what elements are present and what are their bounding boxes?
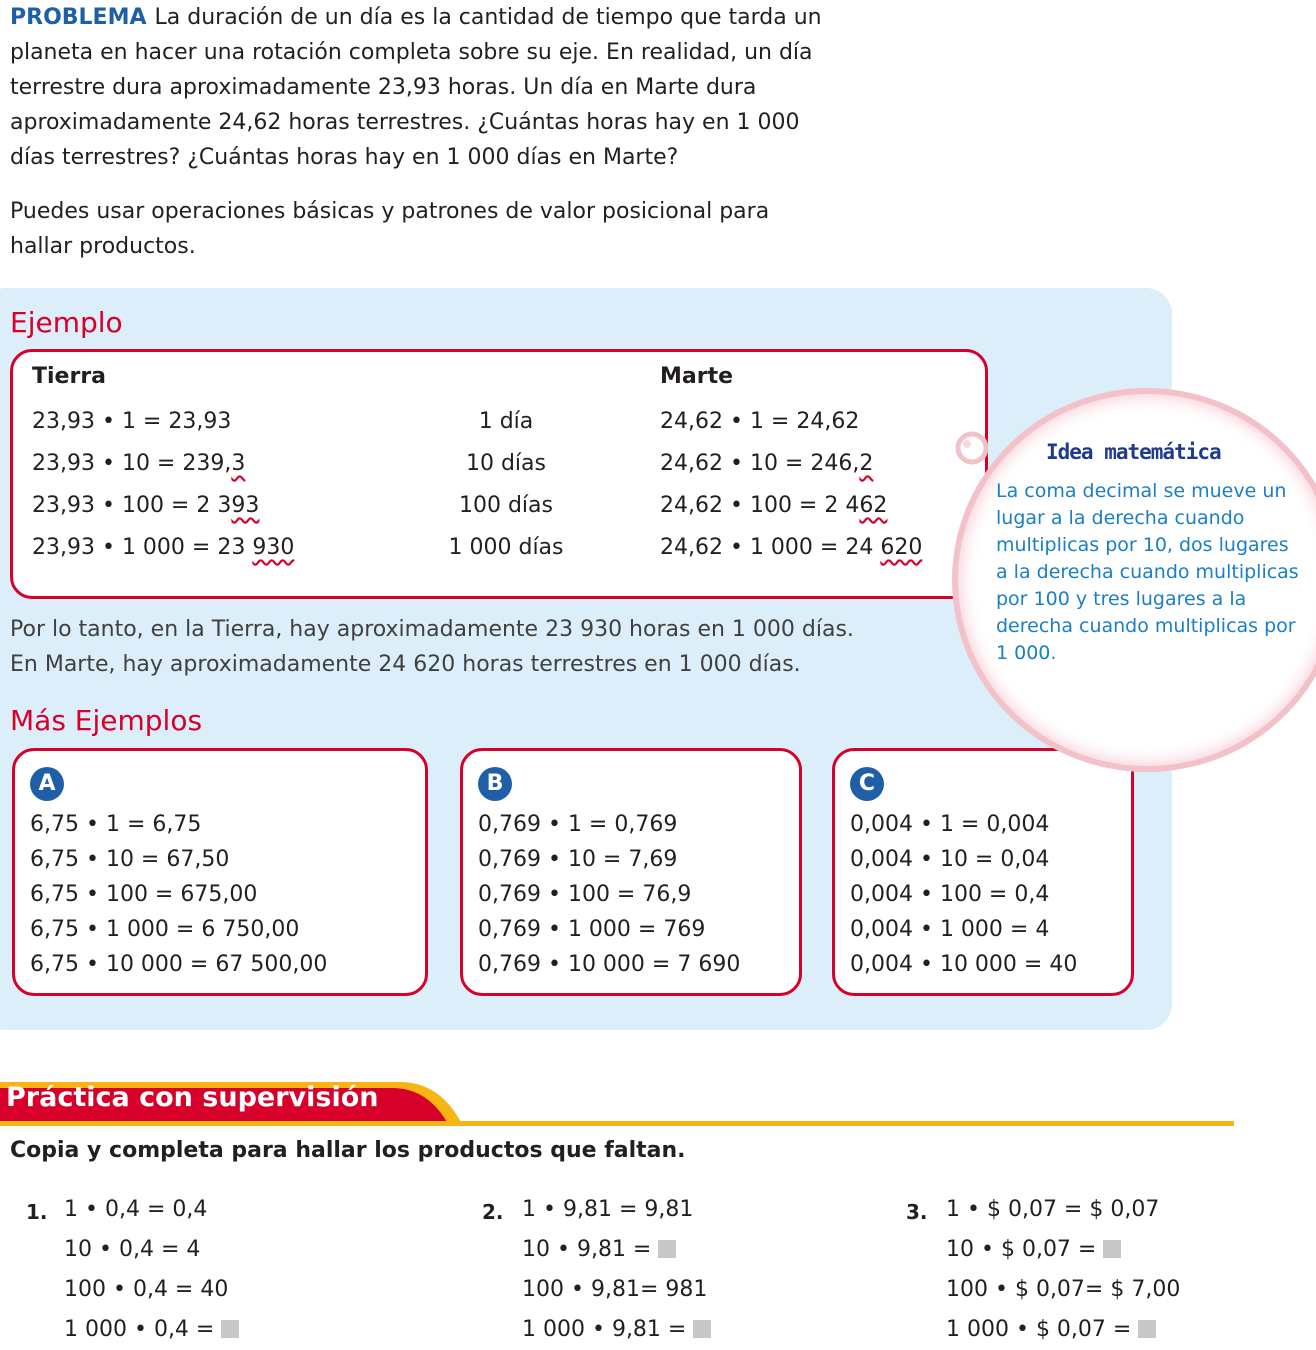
answer-blank[interactable]	[693, 1320, 711, 1338]
example-line: 0,769 • 100 = 76,9	[478, 882, 692, 907]
bubble-pointer-icon	[950, 428, 994, 468]
example-line: 0,004 • 1 = 0,004	[850, 812, 1050, 837]
example-c-lines	[850, 807, 1077, 982]
example-line: 6,75 • 100 = 675,00	[30, 882, 258, 907]
practice-title: Práctica con supervisión	[6, 1082, 379, 1113]
exercise-number: 3.	[906, 1200, 928, 1224]
mas-ejemplos-title: Más Ejemplos	[10, 704, 203, 737]
answer-blank[interactable]	[1103, 1240, 1121, 1258]
idea-title: Idea matemática	[1046, 440, 1221, 464]
example-line: 0,004 • 100 = 0,4	[850, 882, 1050, 907]
exercise-line: 1 000 • 0,4 =	[64, 1310, 239, 1350]
summary-line-earth: Por lo tanto, en la Tierra, hay aproximadamente 23 930 horas en 1 000 días.	[10, 617, 854, 642]
example-line: 0,769 • 10 = 7,69	[478, 847, 678, 872]
example-a-lines	[30, 807, 327, 982]
example-line: 0,004 • 1 000 = 4	[850, 917, 1050, 942]
marte-heading: Marte	[660, 364, 734, 389]
practice-rule	[0, 1121, 1234, 1126]
problem-statement	[10, 0, 830, 175]
problem-keyword: PROBLEMA	[10, 5, 147, 30]
exercise-2	[522, 1190, 711, 1350]
example-line: 0,769 • 10 000 = 7 690	[478, 952, 741, 977]
exercise-line: 10 • $ 0,07 =	[946, 1230, 1180, 1270]
tierra-row: 23,93 • 1 = 23,93	[32, 409, 232, 434]
example-line: 0,004 • 10 = 0,04	[850, 847, 1050, 872]
exercise-1	[64, 1190, 239, 1350]
days-label: 100 días	[458, 493, 553, 518]
exercise-line: 1 000 • 9,81 =	[522, 1310, 711, 1350]
badge-a: A	[30, 767, 64, 801]
marte-row: 24,62 • 1 = 24,62	[660, 409, 860, 434]
exercise-line: 1 • 0,4 = 0,4	[64, 1197, 208, 1222]
example-line: 0,769 • 1 000 = 769	[478, 917, 706, 942]
marte-row: 24,62 • 100 = 2 462	[660, 493, 888, 518]
marte-equations	[660, 401, 922, 569]
problem-text: La duración de un día es la cantidad de tiempo que tarda un planeta en hacer una rotación completa sobre su eje. En realidad, un día terrestre dura aproximadamente 23,93 horas. Un día en Marte dura aproximadamente 24,62 horas terrestres. ¿Cuántas horas hay en 1 000 días terrestres? ¿Cuántas horas hay en 1 000 días en Marte?	[10, 5, 822, 170]
days-column	[426, 401, 586, 569]
days-label: 1 día	[478, 409, 534, 434]
example-line: 6,75 • 1 000 = 6 750,00	[30, 917, 300, 942]
tierra-row: 23,93 • 10 = 239,3	[32, 451, 246, 476]
intro-text: Puedes usar operaciones básicas y patrones de valor posicional para hallar productos.	[10, 199, 770, 259]
answer-blank[interactable]	[1138, 1320, 1156, 1338]
exercise-line: 1 • $ 0,07 = $ 0,07	[946, 1197, 1160, 1222]
idea-text: La coma decimal se mueve un lugar a la derecha cuando multiplicas por 10, dos lugares a la derecha cuando multiplicas por 100 y tres lugares a la derecha cuando multiplicas por 1 000.	[996, 480, 1299, 664]
badge-c: C	[850, 767, 884, 801]
example-line: 6,75 • 10 000 = 67 500,00	[30, 952, 328, 977]
days-label: 1 000 días	[448, 535, 564, 560]
marte-row: 24,62 • 1 000 = 24 620	[660, 535, 923, 560]
exercise-line: 100 • 9,81= 981	[522, 1277, 708, 1302]
exercise-line: 10 • 9,81 =	[522, 1230, 711, 1270]
example-line: 0,769 • 1 = 0,769	[478, 812, 678, 837]
tierra-row: 23,93 • 1 000 = 23 930	[32, 535, 295, 560]
marte-row: 24,62 • 10 = 246,2	[660, 451, 874, 476]
exercise-line: 100 • $ 0,07= $ 7,00	[946, 1277, 1181, 1302]
days-label: 10 días	[465, 451, 546, 476]
exercise-line: 100 • 0,4 = 40	[64, 1277, 229, 1302]
answer-blank[interactable]	[221, 1320, 239, 1338]
summary-line-mars: En Marte, hay aproximadamente 24 620 horas terrestres en 1 000 días.	[10, 652, 801, 677]
practice-instruction: Copia y completa para hallar los productos que faltan.	[10, 1138, 686, 1163]
tierra-heading: Tierra	[32, 364, 107, 389]
ejemplo-title: Ejemplo	[10, 306, 123, 339]
example-line: 0,004 • 10 000 = 40	[850, 952, 1078, 977]
exercise-number: 1.	[26, 1200, 48, 1224]
example-line: 6,75 • 1 = 6,75	[30, 812, 202, 837]
example-line: 6,75 • 10 = 67,50	[30, 847, 230, 872]
tierra-row: 23,93 • 100 = 2 393	[32, 493, 260, 518]
example-b-lines	[478, 807, 740, 982]
exercise-line: 1 • 9,81 = 9,81	[522, 1197, 694, 1222]
exercise-3	[946, 1190, 1180, 1350]
badge-b: B	[478, 767, 512, 801]
exercise-line: 10 • 0,4 = 4	[64, 1237, 201, 1262]
summary-text	[10, 612, 854, 682]
tierra-equations	[32, 401, 294, 569]
exercise-number: 2.	[482, 1200, 504, 1224]
exercise-line: 1 000 • $ 0,07 =	[946, 1310, 1180, 1350]
answer-blank[interactable]	[658, 1240, 676, 1258]
